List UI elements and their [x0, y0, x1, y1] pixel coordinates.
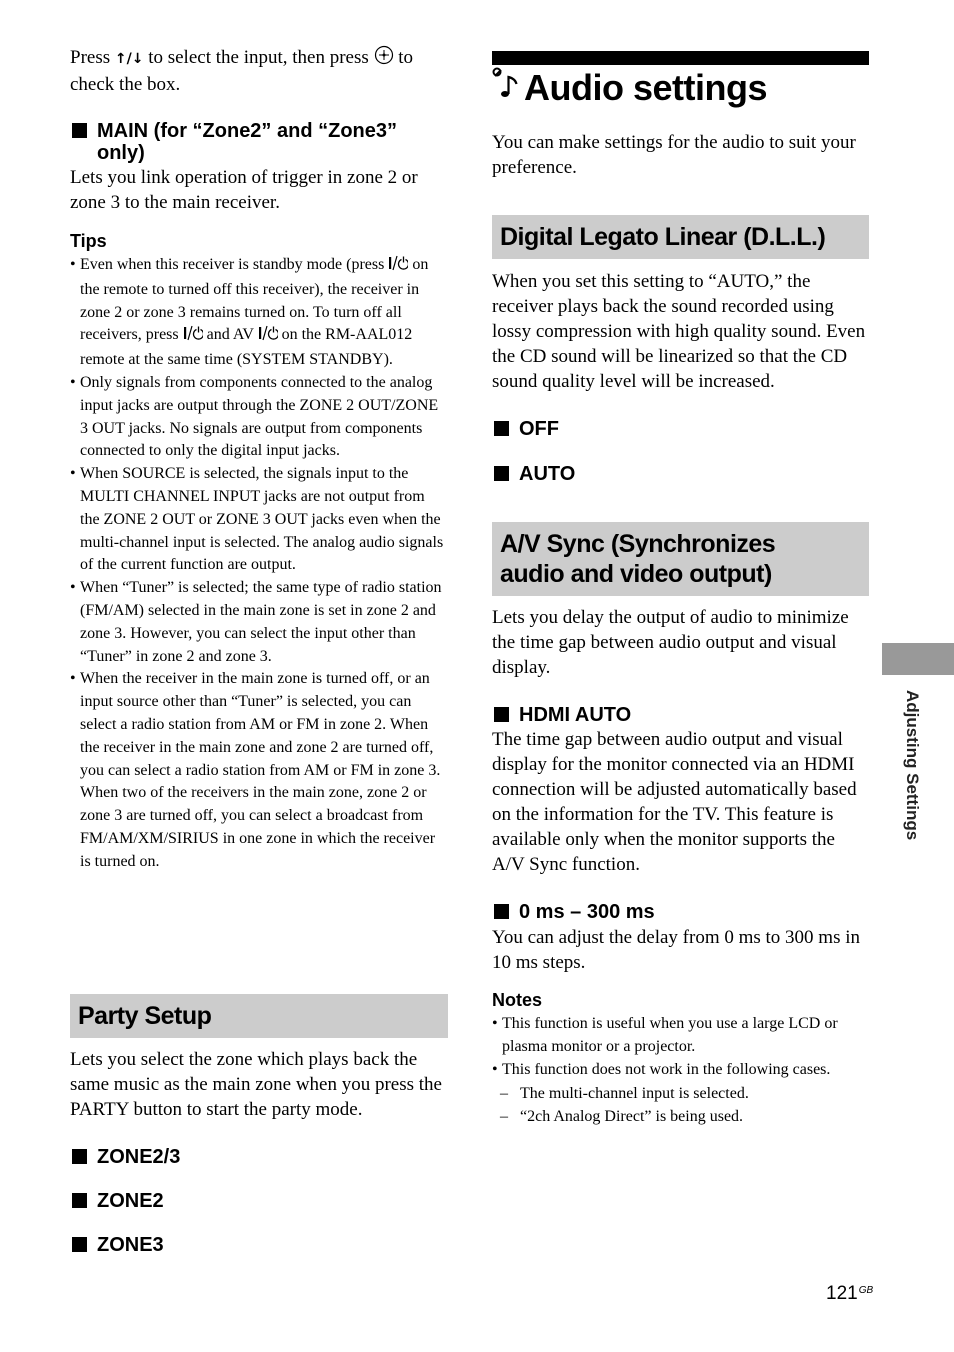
hdmi-auto-heading [492, 704, 631, 726]
title-rule [492, 51, 869, 65]
page-number [826, 1283, 873, 1305]
enter-button-icon [374, 45, 394, 72]
intro-pre: Press [70, 47, 111, 68]
square-bullet-icon [494, 466, 509, 481]
square-bullet-icon [494, 421, 509, 436]
dll-heading [492, 215, 869, 259]
avsync-body: Lets you delay the output of audio to minimize the time gap between audio output and visual display. [492, 607, 849, 678]
tip-item [70, 254, 448, 372]
note-item: • This function is useful when you use a large LCD or plasma monitor or a projector. [492, 1013, 872, 1059]
party-option-label: ZONE2/3 [97, 1146, 181, 1168]
dll-heading-text: Digital Legato Linear (D.L.L.) [500, 222, 826, 251]
party-option-zone2-3 [70, 1146, 180, 1168]
square-bullet-icon [494, 904, 509, 919]
avsync-heading [492, 522, 869, 596]
tip-item: • When the receiver in the main zone is turned off, or an input source other than “Tuner” is selected, you can select a radio station from AM or FM in zone 2. When the receiver in the main zone and zone 2 are turned off, you can select a radio station from AM or FM in zone 3. [70, 668, 448, 782]
main-heading [70, 120, 448, 164]
note-case-item: – The multi-channel input is selected. [492, 1082, 869, 1105]
notes-label: Notes [492, 990, 543, 1010]
party-setup-heading [70, 994, 448, 1038]
dll-option-label: OFF [519, 418, 559, 440]
page-title-text: Audio settings [524, 67, 767, 108]
dll-option-auto [492, 463, 575, 485]
party-option-label: ZONE3 [97, 1234, 164, 1256]
tips-label: Tips [70, 231, 107, 251]
tip-1-c: and AV [206, 326, 254, 344]
dll-option-label: AUTO [519, 463, 576, 485]
party-option-zone2 [70, 1190, 164, 1212]
square-bullet-icon [72, 1193, 87, 1208]
note-cases-list [492, 1082, 869, 1128]
tip-1-b: on the remote to turned off this receiver), the receiver in zone 2 or zone 3 remains turned on. To turn off all receivers, press [80, 256, 429, 344]
intro-post: to check the box. [70, 47, 414, 95]
main-heading-text: MAIN (for “Zone2” and “Zone3” only) [97, 120, 397, 164]
intro-mid: to select the input, then press [148, 47, 369, 68]
party-setup-heading-text: Party Setup [78, 1001, 212, 1030]
party-option-zone3 [70, 1234, 164, 1256]
note-case-item: – “2ch Analog Direct” is being used. [492, 1105, 869, 1128]
tip-1-d: on the RM-AAL012 remote at the same time (SYSTEM STANDBY). [80, 326, 413, 369]
ms-range-heading-text: 0 ms – 300 ms [519, 901, 655, 923]
party-body: Lets you select the zone which plays back the same music as the main zone when you press the PARTY button to start the party mode. [70, 1049, 442, 1120]
ms-range-body: You can adjust the delay from 0 ms to 300 ms in 10 ms steps. [492, 927, 861, 973]
power-icon [183, 325, 203, 349]
hdmi-auto-heading-text: HDMI AUTO [519, 704, 632, 726]
tip-1-a: Even when this receiver is standby mode (press [80, 256, 385, 273]
intro-text [70, 45, 448, 97]
hdmi-auto-body: The time gap between audio output and visual display for the monitor connected via an HDMI connection will be adjusted automatically based on the information for the TV. This feature is available only when the monitor supports the A/V Sync function. [492, 729, 857, 875]
dll-body: When you set this setting to “AUTO,” the receiver plays back the sound recorded using lossy compression with high quality sound. Even the CD sound will be linearized so that the CD sound quality level will be increased. [492, 271, 866, 392]
page-number-value: 121 [826, 1283, 858, 1304]
square-bullet-icon [72, 1149, 87, 1164]
tip-item: • Only signals from components connected to the analog input jacks are output through the ZONE 2 OUT/ZONE 3 OUT jacks. No signals are output from components connected to only the digital input jacks. [70, 372, 448, 463]
up-down-arrows-icon: ↑/↓ [114, 51, 144, 67]
square-bullet-icon [72, 123, 87, 138]
side-tab-marker [882, 643, 954, 675]
note-item: • This function does not work in the following cases. [492, 1059, 872, 1082]
audio-intro: You can make settings for the audio to suit your preference. [492, 132, 856, 178]
ms-range-heading [492, 901, 655, 923]
main-body: Lets you link operation of trigger in zone 2 or zone 3 to the main receiver. [70, 167, 418, 213]
notes-list [492, 1013, 872, 1081]
avsync-heading-text: A/V Sync (Synchronizes audio and video output) [500, 530, 776, 588]
page-number-suffix: GB [858, 1285, 874, 1296]
square-bullet-icon [494, 707, 509, 722]
power-icon [388, 255, 408, 279]
tip-item: • When SOURCE is selected, the signals input to the MULTI CHANNEL INPUT jacks are not output from the ZONE 2 OUT or ZONE 3 OUT jacks even when the multi-channel input is selected. The analog audio signals of the current function are output. [70, 463, 448, 577]
page-title [492, 66, 767, 110]
square-bullet-icon [72, 1237, 87, 1252]
tip-continuation: When two of the receivers in the main zone, zone 2 or zone 3 are turned off, you can select a broadcast from FM/AM/XM/SIRIUS in one zone in which the receiver is turned on. [80, 784, 436, 870]
tips-list [70, 254, 448, 874]
dll-option-off [492, 418, 559, 440]
audio-note-icon [492, 67, 520, 110]
power-icon [258, 325, 278, 349]
side-tab-label: Adjusting Settings [903, 690, 922, 841]
party-option-label: ZONE2 [97, 1190, 164, 1212]
tip-item: • When “Tuner” is selected; the same type of radio station (FM/AM) selected in the main zone is set in zone 2 and zone 3. However, you can select the input other than “Tuner” in zone 2 and zone 3. [70, 577, 448, 668]
